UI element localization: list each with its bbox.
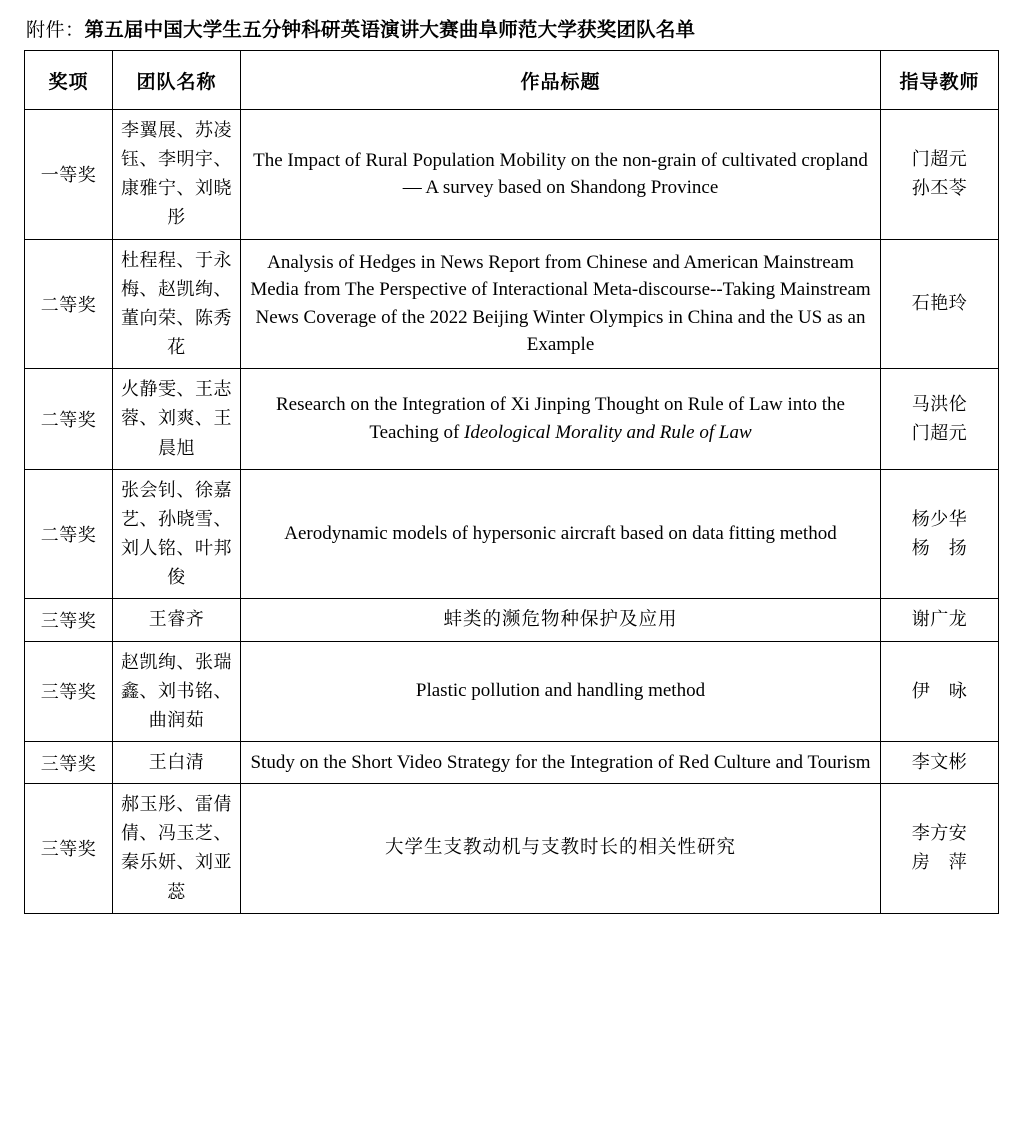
cell-team: 杜程程、于永梅、赵凯绚、董向荣、陈秀花 xyxy=(113,239,241,369)
cell-work-title: Study on the Short Video Strategy for the Integration of Red Culture and Tourism xyxy=(241,741,881,783)
table-row xyxy=(25,599,999,641)
cell-award: 二等奖 xyxy=(25,369,113,469)
page-title: 第五届中国大学生五分钟科研英语演讲大赛曲阜师范大学获奖团队名单 xyxy=(84,20,696,41)
teacher-name: 杨少华 xyxy=(911,508,968,529)
cell-work-title: Plastic pollution and handling method xyxy=(241,641,881,741)
document-heading xyxy=(26,14,1000,42)
table-header xyxy=(25,51,999,110)
teacher-name: 马洪伦 xyxy=(911,393,968,414)
cell-teacher xyxy=(881,641,999,741)
table-row xyxy=(25,110,999,240)
column-header-work: 作品标题 xyxy=(241,51,881,110)
cell-work-title: The Impact of Rural Population Mobility on the non-grain of cultivated cropland — A survey based on Shandong Province xyxy=(241,110,881,240)
cell-award: 二等奖 xyxy=(25,239,113,369)
cell-award: 一等奖 xyxy=(25,110,113,240)
cell-team: 赵凯绚、张瑞鑫、刘书铭、曲润茹 xyxy=(113,641,241,741)
teacher-name: 李文彬 xyxy=(911,751,968,772)
teacher-name: 门超元 xyxy=(911,149,968,170)
table-body xyxy=(25,110,999,914)
teacher-name: 石艳玲 xyxy=(911,293,968,314)
cell-teacher xyxy=(881,110,999,240)
cell-teacher xyxy=(881,469,999,599)
cell-award: 三等奖 xyxy=(25,599,113,641)
teacher-name: 孙丕苓 xyxy=(911,178,968,199)
cell-award: 三等奖 xyxy=(25,741,113,783)
table-row xyxy=(25,239,999,369)
work-title-part: Research on the Integration of Xi Jinping Thought on Rule of Law into the Teaching of xyxy=(275,394,845,443)
table-row xyxy=(25,784,999,914)
cell-teacher xyxy=(881,369,999,469)
teacher-name: 杨 扬 xyxy=(911,538,968,559)
teacher-name: 谢广龙 xyxy=(911,609,968,630)
cell-work-title: Analysis of Hedges in News Report from Chinese and American Mainstream Media from The Perspective of Interactional Meta-discourse--Taking Mainstream News Coverage of the 2022 Beijing Winter Olympics in China and the US as an Example xyxy=(241,239,881,369)
column-header-team: 团队名称 xyxy=(113,51,241,110)
cell-team: 张会钊、徐嘉艺、孙晓雪、刘人铭、叶邦俊 xyxy=(113,469,241,599)
cell-team: 李翼展、苏凌钰、李明宇、康雅宁、刘晓彤 xyxy=(113,110,241,240)
cell-teacher xyxy=(881,741,999,783)
work-title-italic-part: Ideological Morality and Rule of Law xyxy=(464,421,752,443)
cell-team: 王睿齐 xyxy=(113,599,241,641)
cell-work-title: Aerodynamic models of hypersonic aircraft based on data fitting method xyxy=(241,469,881,599)
cell-award: 三等奖 xyxy=(25,784,113,914)
cell-team: 郝玉彤、雷倩倩、冯玉芝、秦乐妍、刘亚蕊 xyxy=(113,784,241,914)
table-row xyxy=(25,741,999,783)
cell-teacher xyxy=(881,599,999,641)
table-row xyxy=(25,369,999,469)
cell-team: 火静雯、王志蓉、刘爽、王晨旭 xyxy=(113,369,241,469)
teacher-name: 门超元 xyxy=(911,422,968,443)
column-header-award: 奖项 xyxy=(25,51,113,110)
cell-award: 三等奖 xyxy=(25,641,113,741)
cell-work-title: 蚌类的濒危物种保护及应用 xyxy=(241,599,881,641)
table-row xyxy=(25,641,999,741)
cell-work-title xyxy=(241,369,881,469)
cell-team: 王白清 xyxy=(113,741,241,783)
award-list-table xyxy=(24,50,999,914)
attachment-label: 附件： xyxy=(26,20,85,41)
table-header-row xyxy=(25,51,999,110)
table-row xyxy=(25,469,999,599)
column-header-teacher: 指导教师 xyxy=(881,51,999,110)
cell-teacher xyxy=(881,784,999,914)
cell-teacher xyxy=(881,239,999,369)
cell-work-title: 大学生支教动机与支教时长的相关性研究 xyxy=(241,784,881,914)
cell-award: 二等奖 xyxy=(25,469,113,599)
teacher-name: 房 萍 xyxy=(911,852,968,873)
teacher-name: 李方安 xyxy=(911,823,968,844)
teacher-name: 伊 咏 xyxy=(911,680,968,701)
